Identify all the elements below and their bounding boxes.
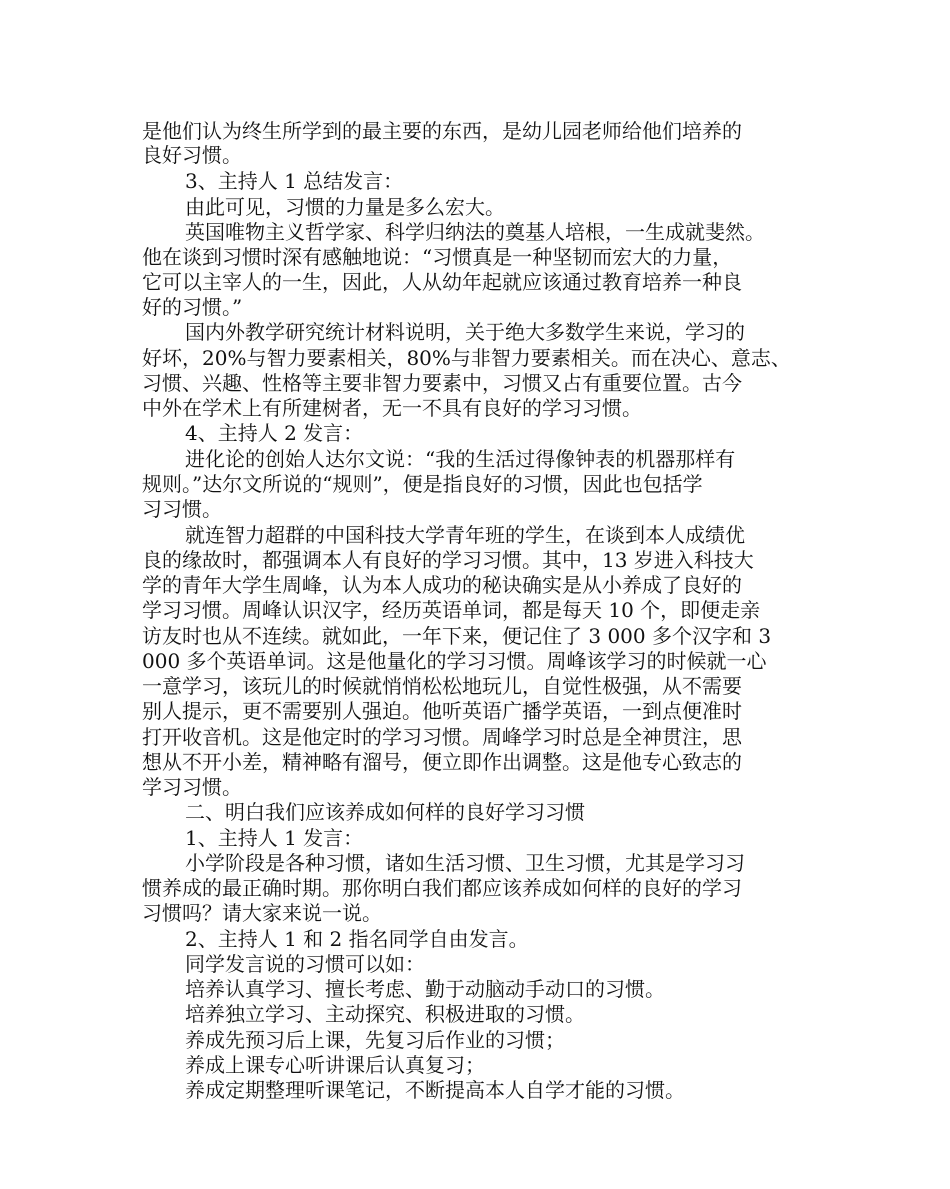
section-heading: 2、主持人 1 和 2 指名同学自由发言。 [185, 927, 529, 951]
text-line: 习惯、兴趣、性格等主要非智力要素中，习惯又占有重要位置。古今 [142, 371, 742, 395]
text-line: 想从不开小差，精神略有溜号，便立即作出调整。这是他专心致志的 [142, 750, 742, 774]
text-line: 别人提示，更不需要别人强迫。他听英语广播学英语，一到点便准时 [142, 699, 742, 723]
section-heading: 二、明白我们应该养成如何样的良好学习习惯 [185, 800, 585, 824]
text-line: 学习习惯。周峰认识汉字，经历英语单词，都是每天 10 个，即便走亲 [142, 598, 761, 622]
text-line: 是他们认为终生所学到的最主要的东西，是幼儿园老师给他们培养的 [142, 119, 742, 143]
paragraph-line: 同学发言说的习惯可以如： [185, 952, 425, 976]
paragraph-line: 由此可见，习惯的力量是多么宏大。 [185, 195, 505, 219]
text-line: 他在谈到习惯时深有感触地说：“习惯真是一种坚韧而宏大的力量， [142, 245, 733, 269]
text-line: 习习惯。 [142, 497, 222, 521]
text-line: 000 多个英语单词。这是他量化的学习习惯。周峰该学习的时候就一心 [142, 649, 767, 673]
list-item: 培养独立学习、主动探究、积极进取的习惯。 [185, 1002, 585, 1026]
paragraph-line: 国内外教学研究统计材料说明，关于绝大多数学生来说，学习的 [185, 320, 745, 344]
text-line: 打开收音机。这是他定时的学习习惯。周峰学习时总是全神贯注，思 [142, 725, 742, 749]
text-line: 良好习惯。 [142, 143, 242, 167]
text-line: 好坏，20%与智力要素相关，80%与非智力要素相关。而在决心、意志、 [142, 346, 791, 370]
text-line: 中外在学术上有所建树者，无一不具有良好的学习习惯。 [142, 396, 642, 420]
paragraph-line: 就连智力超群的中国科技大学青年班的学生，在谈到本人成绩优 [185, 523, 745, 547]
section-heading: 3、主持人 1 总结发言： [185, 169, 404, 193]
text-line: 访友时也从不连续。就如此，一年下来，便记住了 3 000 多个汉字和 3 [142, 624, 772, 648]
text-line: 学的青年大学生周峰，认为本人成功的秘诀确实是从小养成了良好的 [142, 573, 742, 597]
list-item: 养成先预习后上课，先复习后作业的习惯； [185, 1028, 565, 1052]
text-line: 好的习惯。” [142, 295, 243, 319]
paragraph-line: 小学阶段是各种习惯，诸如生活习惯、卫生习惯，尤其是学习习 [185, 851, 745, 875]
list-item: 养成定期整理听课笔记，不断提高本人自学才能的习惯。 [185, 1078, 685, 1102]
text-line: 一意学习，该玩儿的时候就悄悄松松地玩儿，自觉性极强，从不需要 [142, 674, 742, 698]
paragraph-line: 进化论的创始人达尔文说：“我的生活过得像钟表的机器那样有 [185, 447, 736, 471]
text-line: 习惯吗？请大家来说一说。 [142, 901, 382, 925]
text-line: 规则。”达尔文所说的“规则”，便是指良好的习惯，因此也包括学 [142, 472, 703, 496]
section-heading: 1、主持人 1 发言： [185, 826, 364, 850]
list-item: 养成上课专心听讲课后认真复习； [185, 1053, 485, 1077]
paragraph-line: 英国唯物主义哲学家、科学归纳法的奠基人培根，一生成就斐然。 [185, 220, 765, 244]
section-heading: 4、主持人 2 发言： [185, 421, 364, 445]
list-item: 培养认真学习、擅长考虑、勤于动脑动手动口的习惯。 [185, 977, 665, 1001]
text-line: 良的缘故时，都强调本人有良好的学习习惯。其中，13 岁进入科技大 [142, 548, 754, 572]
text-line: 它可以主宰人的一生，因此，人从幼年起就应该通过教育培养一种良 [142, 270, 742, 294]
text-line: 学习习惯。 [142, 775, 242, 799]
text-line: 惯养成的最正确时期。那你明白我们都应该养成如何样的良好的学习 [142, 876, 742, 900]
